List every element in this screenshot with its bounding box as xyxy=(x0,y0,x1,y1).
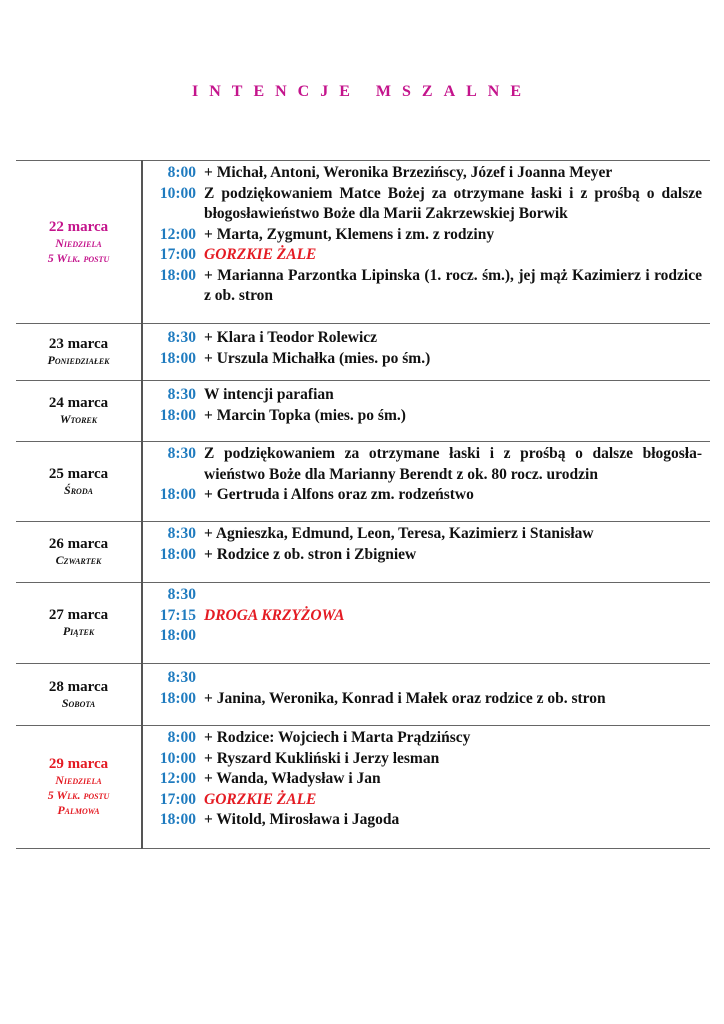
day-name: Czwartek xyxy=(55,553,102,567)
day-name: Sobota xyxy=(61,695,96,710)
intention-entry xyxy=(144,769,702,790)
intention-text: + Janina, Weronika, Konrad i Małek oraz rodzice z ob. stron xyxy=(204,689,606,707)
intention-list xyxy=(144,585,702,647)
intention-entry xyxy=(144,444,702,485)
intention-list xyxy=(144,444,702,506)
intention-entry xyxy=(144,585,702,606)
mass-time: 8:30 xyxy=(167,525,196,542)
intention-text: GORZKIE ŻALE xyxy=(204,790,317,808)
intention-text: + Ryszard Kukliński i Jerzy lesman xyxy=(204,749,440,767)
day-cell xyxy=(16,726,141,848)
intention-text: + Gertruda i Alfons oraz zm. rodzeństwo xyxy=(204,486,474,503)
intention-entry xyxy=(144,810,702,831)
intention-list xyxy=(144,385,702,426)
intention-text: + Rodzice: Wojciech i Marta Prądzińscy xyxy=(204,729,471,746)
day-name: 5 Wlk. postu xyxy=(47,250,110,265)
intention-entry xyxy=(144,328,702,349)
day-row xyxy=(16,441,710,521)
day-date: 27 marca xyxy=(48,607,109,623)
intention-text: + Agnieszka, Edmund, Leon, Teresa, Kazimierz i Stanisław xyxy=(204,525,594,542)
day-cell xyxy=(16,161,141,323)
day-date: 23 marca xyxy=(48,336,109,352)
day-name: Palmowa xyxy=(57,803,100,817)
day-date: 25 marca xyxy=(48,465,109,482)
mass-time: 18:00 xyxy=(159,811,196,828)
intention-entry xyxy=(144,349,702,370)
mass-time: 8:00 xyxy=(167,729,196,746)
mass-time: 18:00 xyxy=(159,689,196,707)
mass-time: 12:00 xyxy=(159,225,196,243)
day-date: 29 marca xyxy=(48,756,109,772)
mass-time: 8:30 xyxy=(167,386,196,403)
day-name: Piątek xyxy=(62,624,95,638)
intention-entry xyxy=(144,606,702,627)
intention-list xyxy=(144,728,702,831)
intention-text: + Rodzice z ob. stron i Zbigniew xyxy=(204,545,417,563)
intention-text: + Wanda, Władysław i Jan xyxy=(204,770,381,787)
day-row xyxy=(16,323,710,380)
day-row xyxy=(16,160,710,323)
intention-entry xyxy=(144,728,702,749)
intention-text: + Witold, Mirosława i Jagoda xyxy=(204,811,400,828)
intention-text: W intencji parafian xyxy=(204,386,334,403)
mass-time: 10:00 xyxy=(159,184,196,202)
intention-entry xyxy=(144,689,702,710)
day-row xyxy=(16,663,710,725)
intention-entry xyxy=(144,524,702,545)
mass-time: 12:00 xyxy=(159,770,196,787)
intention-entry xyxy=(144,385,702,406)
intention-list xyxy=(144,328,702,369)
intention-text: Z podziękowaniem Matce Bożej za otrzymane łaski i z prośbą o dalsze błogosławieństwo Boże dla Marii Zakrzewskiej Borwik xyxy=(204,184,702,222)
intention-entry xyxy=(144,749,702,770)
intention-list xyxy=(144,163,702,307)
mass-time: 18:00 xyxy=(159,349,196,367)
intention-text: DROGA KRZYŻOWA xyxy=(204,606,345,624)
mass-time: 18:00 xyxy=(159,545,196,563)
mass-time: 8:30 xyxy=(167,586,196,603)
intention-entry xyxy=(144,184,702,225)
intention-text: + Marcin Topka (mies. po śm.) xyxy=(204,406,406,424)
day-cell xyxy=(16,381,141,441)
intention-text: + Urszula Michałka (mies. po śm.) xyxy=(204,349,431,367)
intention-text: Z podziękowaniem za otrzymane łaski i z prośbą o dalsze błogosła-wieństwo Boże dla Marianny Berendt z ok. 80 rocz. urodzin xyxy=(204,445,702,483)
page-title: INTENCJE MSZALNE xyxy=(191,83,533,100)
day-date: 24 marca xyxy=(48,395,109,411)
intention-list xyxy=(144,524,702,565)
day-date: 26 marca xyxy=(48,536,109,552)
day-cell xyxy=(16,442,141,521)
day-name: Niedziela xyxy=(55,235,102,250)
day-row xyxy=(16,521,710,582)
day-name: Niedziela xyxy=(55,773,102,787)
intention-entry xyxy=(144,668,702,689)
intention-text xyxy=(204,668,702,689)
mass-time: 8:30 xyxy=(167,329,196,346)
intention-entry xyxy=(144,626,702,647)
intention-text xyxy=(204,585,702,606)
column-divider xyxy=(141,160,143,849)
mass-time: 8:00 xyxy=(167,164,196,181)
intention-list xyxy=(144,668,702,709)
day-row xyxy=(16,380,710,441)
mass-time: 8:30 xyxy=(167,669,196,686)
intention-entry xyxy=(144,406,702,427)
day-date: 28 marca xyxy=(48,678,109,695)
mass-time: 17:15 xyxy=(159,606,196,624)
intention-entry xyxy=(144,245,702,266)
mass-time: 8:30 xyxy=(167,445,196,462)
day-cell xyxy=(16,522,141,582)
day-name: Środa xyxy=(64,482,93,497)
mass-time: 18:00 xyxy=(159,486,196,503)
mass-time: 18:00 xyxy=(159,406,196,424)
intention-text: + Marianna Parzontka Lipinska (1. rocz. śm.), jej mąż Kazimierz i rodzice z ob. stron xyxy=(204,266,702,304)
day-date: 22 marca xyxy=(48,218,109,235)
intention-entry xyxy=(144,545,702,566)
intention-entry xyxy=(144,163,702,184)
intention-text xyxy=(204,626,702,647)
day-cell xyxy=(16,583,141,663)
intention-text: + Klara i Teodor Rolewicz xyxy=(204,329,378,346)
mass-time: 18:00 xyxy=(159,266,196,284)
intention-entry xyxy=(144,266,702,307)
intention-text: + Michał, Antoni, Weronika Brzezińscy, Józef i Joanna Meyer xyxy=(204,164,613,181)
mass-time: 17:00 xyxy=(159,246,196,263)
mass-time: 10:00 xyxy=(159,749,196,767)
intention-text: GORZKIE ŻALE xyxy=(204,246,317,263)
day-name: Wtorek xyxy=(59,412,98,426)
day-row xyxy=(16,725,710,849)
intention-entry xyxy=(144,485,702,506)
mass-time: 18:00 xyxy=(159,627,196,644)
intention-entry xyxy=(144,225,702,246)
day-name: 5 Wlk. postu xyxy=(47,788,110,802)
day-cell xyxy=(16,664,141,725)
intention-text: + Marta, Zygmunt, Klemens i zm. z rodziny xyxy=(204,225,495,243)
day-cell xyxy=(16,324,141,380)
intention-entry xyxy=(144,790,702,811)
day-name: Poniedziałek xyxy=(47,353,110,367)
mass-time: 17:00 xyxy=(159,790,196,808)
day-row xyxy=(16,582,710,663)
